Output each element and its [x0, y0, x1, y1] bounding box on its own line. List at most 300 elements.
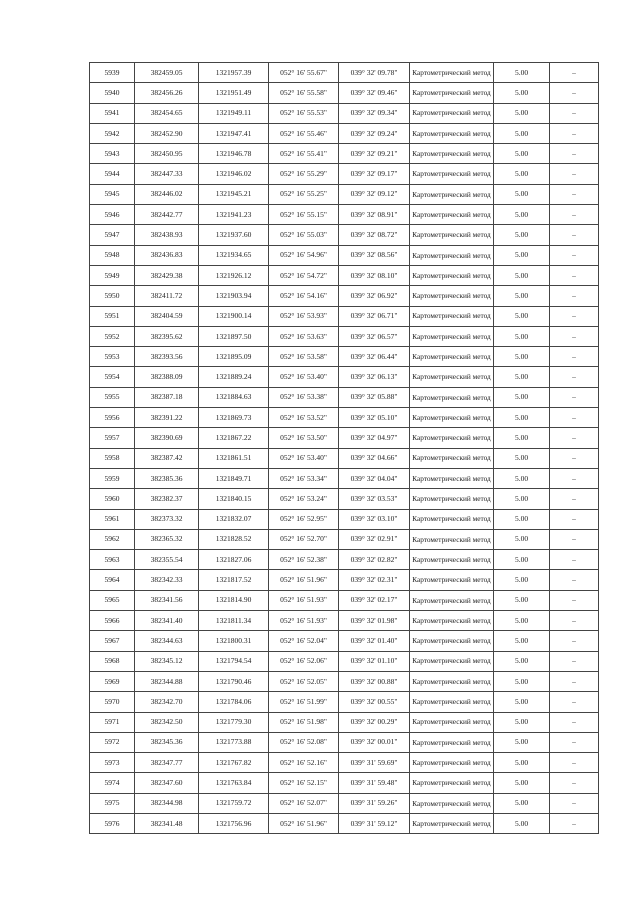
cell-note: – [550, 428, 599, 448]
cell-method: Картометрический метод [410, 225, 494, 245]
cell-method: Картометрический метод [410, 631, 494, 651]
cell-latitude: 052° 16' 55.53" [269, 103, 339, 123]
cell-x-coordinate: 382388.09 [135, 367, 199, 387]
cell-x-coordinate: 382347.60 [135, 773, 199, 793]
cell-method: Картометрический метод [410, 732, 494, 752]
cell-y-coordinate: 1321811.34 [199, 611, 269, 631]
cell-note: – [550, 144, 599, 164]
table-row [90, 144, 599, 164]
cell-accuracy: 5.00 [494, 489, 550, 509]
cell-latitude: 052° 16' 55.46" [269, 123, 339, 143]
table-row [90, 245, 599, 265]
cell-latitude: 052° 16' 52.06" [269, 651, 339, 671]
cell-latitude: 052° 16' 53.93" [269, 306, 339, 326]
table-row [90, 509, 599, 529]
cell-longitude: 039° 32' 06.92" [339, 286, 410, 306]
cell-method: Картометрический метод [410, 570, 494, 590]
cell-x-coordinate: 382446.02 [135, 184, 199, 204]
cell-point-number: 5950 [90, 286, 135, 306]
cell-y-coordinate: 1321767.82 [199, 753, 269, 773]
cell-method: Картометрический метод [410, 306, 494, 326]
cell-longitude: 039° 32' 04.97" [339, 428, 410, 448]
cell-note: – [550, 529, 599, 549]
cell-x-coordinate: 382347.77 [135, 753, 199, 773]
cell-accuracy: 5.00 [494, 205, 550, 225]
cell-note: – [550, 570, 599, 590]
cell-y-coordinate: 1321934.65 [199, 245, 269, 265]
cell-x-coordinate: 382456.26 [135, 83, 199, 103]
cell-latitude: 052° 16' 51.93" [269, 611, 339, 631]
cell-point-number: 5947 [90, 225, 135, 245]
cell-method: Картометрический метод [410, 144, 494, 164]
cell-point-number: 5972 [90, 732, 135, 752]
cell-method: Картометрический метод [410, 692, 494, 712]
cell-x-coordinate: 382341.56 [135, 590, 199, 610]
cell-longitude: 039° 32' 06.71" [339, 306, 410, 326]
cell-accuracy: 5.00 [494, 286, 550, 306]
cell-y-coordinate: 1321773.88 [199, 732, 269, 752]
cell-method: Картометрический метод [410, 529, 494, 549]
cell-y-coordinate: 1321897.50 [199, 326, 269, 346]
cell-y-coordinate: 1321814.90 [199, 590, 269, 610]
cell-longitude: 039° 32' 00.55" [339, 692, 410, 712]
table-row [90, 489, 599, 509]
cell-longitude: 039° 32' 02.91" [339, 529, 410, 549]
table-row [90, 611, 599, 631]
cell-latitude: 052° 16' 52.16" [269, 753, 339, 773]
cell-method: Картометрический метод [410, 164, 494, 184]
cell-note: – [550, 245, 599, 265]
cell-point-number: 5948 [90, 245, 135, 265]
cell-x-coordinate: 382429.38 [135, 265, 199, 285]
cell-y-coordinate: 1321895.09 [199, 347, 269, 367]
cell-latitude: 052° 16' 55.29" [269, 164, 339, 184]
cell-point-number: 5963 [90, 550, 135, 570]
cell-accuracy: 5.00 [494, 225, 550, 245]
cell-x-coordinate: 382393.56 [135, 347, 199, 367]
cell-latitude: 052° 16' 53.50" [269, 428, 339, 448]
cell-note: – [550, 123, 599, 143]
cell-note: – [550, 306, 599, 326]
cell-latitude: 052° 16' 53.34" [269, 468, 339, 488]
table-row [90, 184, 599, 204]
cell-point-number: 5953 [90, 347, 135, 367]
cell-longitude: 039° 32' 09.34" [339, 103, 410, 123]
cell-accuracy: 5.00 [494, 123, 550, 143]
cell-accuracy: 5.00 [494, 326, 550, 346]
cell-method: Картометрический метод [410, 550, 494, 570]
cell-accuracy: 5.00 [494, 773, 550, 793]
cell-x-coordinate: 382387.18 [135, 387, 199, 407]
cell-x-coordinate: 382373.32 [135, 509, 199, 529]
cell-x-coordinate: 382450.95 [135, 144, 199, 164]
cell-method: Картометрический метод [410, 347, 494, 367]
table-row [90, 367, 599, 387]
cell-longitude: 039° 32' 02.82" [339, 550, 410, 570]
cell-latitude: 052° 16' 51.98" [269, 712, 339, 732]
cell-method: Картометрический метод [410, 468, 494, 488]
cell-method: Картометрический метод [410, 184, 494, 204]
cell-y-coordinate: 1321903.94 [199, 286, 269, 306]
cell-latitude: 052° 16' 53.38" [269, 387, 339, 407]
cell-note: – [550, 103, 599, 123]
cell-x-coordinate: 382344.63 [135, 631, 199, 651]
cell-method: Картометрический метод [410, 773, 494, 793]
cell-x-coordinate: 382438.93 [135, 225, 199, 245]
cell-latitude: 052° 16' 55.41" [269, 144, 339, 164]
cell-latitude: 052° 16' 52.07" [269, 793, 339, 813]
cell-latitude: 052° 16' 54.96" [269, 245, 339, 265]
cell-method: Картометрический метод [410, 753, 494, 773]
cell-y-coordinate: 1321849.71 [199, 468, 269, 488]
cell-latitude: 052° 16' 53.63" [269, 326, 339, 346]
cell-point-number: 5943 [90, 144, 135, 164]
cell-accuracy: 5.00 [494, 367, 550, 387]
cell-x-coordinate: 382365.32 [135, 529, 199, 549]
cell-note: – [550, 184, 599, 204]
cell-method: Картометрический метод [410, 387, 494, 407]
cell-note: – [550, 631, 599, 651]
cell-accuracy: 5.00 [494, 692, 550, 712]
cell-point-number: 5965 [90, 590, 135, 610]
cell-accuracy: 5.00 [494, 144, 550, 164]
cell-note: – [550, 326, 599, 346]
cell-accuracy: 5.00 [494, 509, 550, 529]
cell-y-coordinate: 1321759.72 [199, 793, 269, 813]
cell-longitude: 039° 32' 03.10" [339, 509, 410, 529]
cell-latitude: 052° 16' 54.72" [269, 265, 339, 285]
cell-method: Картометрический метод [410, 671, 494, 691]
cell-point-number: 5957 [90, 428, 135, 448]
cell-method: Картометрический метод [410, 793, 494, 813]
cell-point-number: 5952 [90, 326, 135, 346]
cell-longitude: 039° 32' 01.10" [339, 651, 410, 671]
cell-note: – [550, 671, 599, 691]
cell-longitude: 039° 32' 01.40" [339, 631, 410, 651]
cell-method: Картометрический метод [410, 448, 494, 468]
cell-x-coordinate: 382385.36 [135, 468, 199, 488]
cell-accuracy: 5.00 [494, 732, 550, 752]
cell-method: Картометрический метод [410, 367, 494, 387]
cell-y-coordinate: 1321832.07 [199, 509, 269, 529]
cell-x-coordinate: 382390.69 [135, 428, 199, 448]
cell-longitude: 039° 32' 06.13" [339, 367, 410, 387]
cell-longitude: 039° 32' 00.88" [339, 671, 410, 691]
cell-y-coordinate: 1321869.73 [199, 408, 269, 428]
cell-method: Картометрический метод [410, 712, 494, 732]
cell-note: – [550, 265, 599, 285]
cell-x-coordinate: 382342.33 [135, 570, 199, 590]
cell-accuracy: 5.00 [494, 184, 550, 204]
cell-method: Картометрический метод [410, 103, 494, 123]
cell-longitude: 039° 32' 09.24" [339, 123, 410, 143]
table-row [90, 712, 599, 732]
cell-y-coordinate: 1321884.63 [199, 387, 269, 407]
cell-note: – [550, 489, 599, 509]
cell-point-number: 5968 [90, 651, 135, 671]
cell-accuracy: 5.00 [494, 408, 550, 428]
cell-note: – [550, 63, 599, 83]
cell-latitude: 052° 16' 55.67" [269, 63, 339, 83]
cell-method: Картометрический метод [410, 326, 494, 346]
cell-method: Картометрический метод [410, 408, 494, 428]
cell-accuracy: 5.00 [494, 550, 550, 570]
cell-longitude: 039° 32' 02.17" [339, 590, 410, 610]
table-body [90, 63, 599, 834]
cell-x-coordinate: 382454.65 [135, 103, 199, 123]
cell-method: Картометрический метод [410, 489, 494, 509]
cell-longitude: 039° 32' 03.53" [339, 489, 410, 509]
cell-x-coordinate: 382447.33 [135, 164, 199, 184]
cell-accuracy: 5.00 [494, 793, 550, 813]
cell-point-number: 5975 [90, 793, 135, 813]
cell-point-number: 5970 [90, 692, 135, 712]
cell-latitude: 052° 16' 53.40" [269, 448, 339, 468]
cell-y-coordinate: 1321763.84 [199, 773, 269, 793]
cell-longitude: 039° 32' 08.72" [339, 225, 410, 245]
cell-point-number: 5946 [90, 205, 135, 225]
table-row [90, 468, 599, 488]
table-row [90, 671, 599, 691]
cell-longitude: 039° 32' 08.10" [339, 265, 410, 285]
cell-x-coordinate: 382341.48 [135, 813, 199, 833]
cell-y-coordinate: 1321946.78 [199, 144, 269, 164]
cell-point-number: 5945 [90, 184, 135, 204]
cell-method: Картометрический метод [410, 83, 494, 103]
cell-note: – [550, 408, 599, 428]
cell-point-number: 5944 [90, 164, 135, 184]
cell-y-coordinate: 1321800.31 [199, 631, 269, 651]
cell-note: – [550, 205, 599, 225]
cell-x-coordinate: 382391.22 [135, 408, 199, 428]
cell-point-number: 5942 [90, 123, 135, 143]
cell-point-number: 5959 [90, 468, 135, 488]
cell-latitude: 052° 16' 52.04" [269, 631, 339, 651]
cell-accuracy: 5.00 [494, 83, 550, 103]
cell-point-number: 5956 [90, 408, 135, 428]
cell-x-coordinate: 382436.83 [135, 245, 199, 265]
cell-note: – [550, 590, 599, 610]
cell-latitude: 052° 16' 52.95" [269, 509, 339, 529]
cell-accuracy: 5.00 [494, 753, 550, 773]
cell-method: Картометрический метод [410, 590, 494, 610]
cell-longitude: 039° 32' 04.66" [339, 448, 410, 468]
cell-y-coordinate: 1321784.06 [199, 692, 269, 712]
table-row [90, 550, 599, 570]
cell-y-coordinate: 1321790.46 [199, 671, 269, 691]
table-row [90, 692, 599, 712]
cell-accuracy: 5.00 [494, 590, 550, 610]
cell-x-coordinate: 382404.59 [135, 306, 199, 326]
cell-x-coordinate: 382342.70 [135, 692, 199, 712]
cell-x-coordinate: 382345.12 [135, 651, 199, 671]
cell-latitude: 052° 16' 52.70" [269, 529, 339, 549]
cell-x-coordinate: 382382.37 [135, 489, 199, 509]
table-row [90, 813, 599, 833]
cell-longitude: 039° 32' 04.04" [339, 468, 410, 488]
cell-accuracy: 5.00 [494, 671, 550, 691]
cell-latitude: 052° 16' 52.38" [269, 550, 339, 570]
cell-longitude: 039° 32' 02.31" [339, 570, 410, 590]
cell-note: – [550, 448, 599, 468]
cell-x-coordinate: 382411.72 [135, 286, 199, 306]
cell-method: Картометрический метод [410, 651, 494, 671]
cell-latitude: 052° 16' 53.24" [269, 489, 339, 509]
cell-accuracy: 5.00 [494, 570, 550, 590]
cell-y-coordinate: 1321794.54 [199, 651, 269, 671]
cell-point-number: 5960 [90, 489, 135, 509]
cell-y-coordinate: 1321937.60 [199, 225, 269, 245]
cell-y-coordinate: 1321926.12 [199, 265, 269, 285]
cell-method: Картометрический метод [410, 245, 494, 265]
cell-y-coordinate: 1321945.21 [199, 184, 269, 204]
cell-y-coordinate: 1321951.49 [199, 83, 269, 103]
cell-accuracy: 5.00 [494, 428, 550, 448]
cell-y-coordinate: 1321779.30 [199, 712, 269, 732]
cell-y-coordinate: 1321947.41 [199, 123, 269, 143]
cell-note: – [550, 651, 599, 671]
cell-point-number: 5971 [90, 712, 135, 732]
table-row [90, 590, 599, 610]
cell-longitude: 039° 32' 09.78" [339, 63, 410, 83]
cell-accuracy: 5.00 [494, 529, 550, 549]
table-row [90, 793, 599, 813]
cell-x-coordinate: 382355.54 [135, 550, 199, 570]
cell-latitude: 052° 16' 55.03" [269, 225, 339, 245]
cell-longitude: 039° 32' 09.46" [339, 83, 410, 103]
cell-accuracy: 5.00 [494, 265, 550, 285]
cell-longitude: 039° 31' 59.26" [339, 793, 410, 813]
cell-point-number: 5961 [90, 509, 135, 529]
cell-point-number: 5966 [90, 611, 135, 631]
cell-longitude: 039° 32' 08.56" [339, 245, 410, 265]
cell-longitude: 039° 32' 08.91" [339, 205, 410, 225]
table-row [90, 326, 599, 346]
table-row [90, 631, 599, 651]
cell-note: – [550, 611, 599, 631]
cell-note: – [550, 753, 599, 773]
cell-accuracy: 5.00 [494, 306, 550, 326]
table-row [90, 448, 599, 468]
cell-method: Картометрический метод [410, 428, 494, 448]
cell-note: – [550, 550, 599, 570]
cell-accuracy: 5.00 [494, 387, 550, 407]
cell-note: – [550, 712, 599, 732]
cell-x-coordinate: 382387.42 [135, 448, 199, 468]
cell-note: – [550, 813, 599, 833]
cell-note: – [550, 692, 599, 712]
cell-note: – [550, 164, 599, 184]
cell-point-number: 5941 [90, 103, 135, 123]
cell-y-coordinate: 1321949.11 [199, 103, 269, 123]
cell-longitude: 039° 32' 06.57" [339, 326, 410, 346]
cell-x-coordinate: 382342.50 [135, 712, 199, 732]
cell-longitude: 039° 32' 09.21" [339, 144, 410, 164]
cell-method: Картометрический метод [410, 63, 494, 83]
cell-y-coordinate: 1321867.22 [199, 428, 269, 448]
cell-latitude: 052° 16' 51.96" [269, 570, 339, 590]
cell-point-number: 5958 [90, 448, 135, 468]
table-row [90, 529, 599, 549]
table-row [90, 306, 599, 326]
cell-point-number: 5976 [90, 813, 135, 833]
cell-x-coordinate: 382341.40 [135, 611, 199, 631]
cell-point-number: 5940 [90, 83, 135, 103]
cell-accuracy: 5.00 [494, 813, 550, 833]
table-row [90, 164, 599, 184]
cell-latitude: 052° 16' 53.40" [269, 367, 339, 387]
coordinates-table [89, 62, 599, 834]
table-row [90, 83, 599, 103]
cell-x-coordinate: 382345.36 [135, 732, 199, 752]
cell-longitude: 039° 32' 09.12" [339, 184, 410, 204]
cell-note: – [550, 367, 599, 387]
table-row [90, 428, 599, 448]
cell-longitude: 039° 32' 05.10" [339, 408, 410, 428]
cell-x-coordinate: 382452.90 [135, 123, 199, 143]
table-row [90, 225, 599, 245]
cell-note: – [550, 773, 599, 793]
cell-accuracy: 5.00 [494, 103, 550, 123]
cell-longitude: 039° 32' 05.88" [339, 387, 410, 407]
cell-longitude: 039° 31' 59.69" [339, 753, 410, 773]
cell-point-number: 5973 [90, 753, 135, 773]
cell-x-coordinate: 382395.62 [135, 326, 199, 346]
cell-y-coordinate: 1321957.39 [199, 63, 269, 83]
cell-latitude: 052° 16' 52.15" [269, 773, 339, 793]
table-row [90, 123, 599, 143]
cell-y-coordinate: 1321900.14 [199, 306, 269, 326]
cell-y-coordinate: 1321817.52 [199, 570, 269, 590]
cell-note: – [550, 347, 599, 367]
cell-accuracy: 5.00 [494, 164, 550, 184]
table-row [90, 732, 599, 752]
cell-latitude: 052° 16' 51.93" [269, 590, 339, 610]
cell-latitude: 052° 16' 53.58" [269, 347, 339, 367]
cell-note: – [550, 732, 599, 752]
cell-latitude: 052° 16' 51.96" [269, 813, 339, 833]
cell-accuracy: 5.00 [494, 448, 550, 468]
cell-accuracy: 5.00 [494, 651, 550, 671]
cell-point-number: 5939 [90, 63, 135, 83]
cell-note: – [550, 225, 599, 245]
cell-accuracy: 5.00 [494, 245, 550, 265]
cell-point-number: 5967 [90, 631, 135, 651]
cell-accuracy: 5.00 [494, 712, 550, 732]
cell-method: Картометрический метод [410, 123, 494, 143]
cell-point-number: 5969 [90, 671, 135, 691]
table-row [90, 387, 599, 407]
cell-accuracy: 5.00 [494, 63, 550, 83]
table-row [90, 103, 599, 123]
cell-y-coordinate: 1321827.06 [199, 550, 269, 570]
cell-point-number: 5964 [90, 570, 135, 590]
cell-point-number: 5974 [90, 773, 135, 793]
cell-latitude: 052° 16' 52.05" [269, 671, 339, 691]
cell-longitude: 039° 32' 09.17" [339, 164, 410, 184]
table-row [90, 286, 599, 306]
cell-y-coordinate: 1321946.02 [199, 164, 269, 184]
table-row [90, 651, 599, 671]
cell-method: Картометрический метод [410, 265, 494, 285]
table-row [90, 753, 599, 773]
table-row [90, 265, 599, 285]
cell-x-coordinate: 382442.77 [135, 205, 199, 225]
cell-latitude: 052° 16' 52.08" [269, 732, 339, 752]
cell-x-coordinate: 382459.05 [135, 63, 199, 83]
cell-accuracy: 5.00 [494, 611, 550, 631]
cell-note: – [550, 387, 599, 407]
